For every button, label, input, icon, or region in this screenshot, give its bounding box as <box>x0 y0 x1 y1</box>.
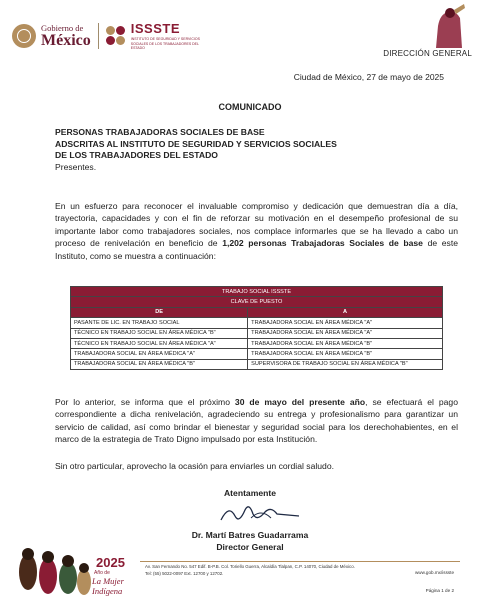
addressee-line4: Presentes. <box>55 161 97 172</box>
paragraph-payment <box>55 396 458 446</box>
table-cell-a: SUPERVISORA DE TRABAJO SOCIAL EN ÁREA MÉDICA "B" <box>248 359 443 369</box>
signer-name: Dr. Martí Batres Guadarrama <box>191 530 309 540</box>
paragraph-payment-text-b: , se efectuará el pago correspondiente a dicha renivelación, agradeciendo su entrega y profesionalismo para garantizar un servicio de calidad, así como brindar el bienestar y seguridad social para los derechohabientes, en el marco de la estrategia de Trato Digno impulsado por esta Institución. <box>55 397 458 445</box>
position-table <box>70 286 443 370</box>
footer-website: www.gob.mx/issste <box>414 570 454 575</box>
footer-year-sub: Año de <box>94 570 110 576</box>
paragraph-payment-text-a: Por lo anterior, se informa que el próximo <box>55 397 235 407</box>
footer-address <box>145 563 355 577</box>
table-row <box>71 338 443 348</box>
addressee-line1: PERSONAS TRABAJADORAS SOCIALES DE BASE <box>55 127 265 137</box>
footer-mujer-line2: Indígena <box>92 586 123 596</box>
document-date: Ciudad de México, 27 de mayo de 2025 <box>293 72 444 82</box>
table-cell-de: TRABAJADORA SOCIAL EN ÁREA MÉDICA "A" <box>71 349 248 359</box>
paragraph-payment-bold: 30 de mayo del presente año <box>234 397 366 407</box>
footer-year: 2025 <box>96 555 125 570</box>
document-title: COMUNICADO <box>218 102 282 112</box>
table-cell-a: TRABAJADORA SOCIAL EN ÁREA MÉDICA "A" <box>248 328 443 338</box>
footer-mujer-line1: La Mujer <box>92 576 124 586</box>
addressee-line2: ADSCRITAS AL INSTITUTO DE SEGURIDAD Y SERVICIOS SOCIALES <box>55 138 337 149</box>
table-cell-de: TRABAJADORA SOCIAL EN ÁREA MÉDICA "B" <box>71 359 248 369</box>
paragraph-intro-text-a: En un esfuerzo para reconocer el invaluable compromiso y dedicación que demuestran día a día, trayectoria, capacidades y con el fin de reforzar su motivación en el desempeño profesional de su importante labor como trabajadores sociales, nos complace informarles que se ha llevado a cabo un proceso de renivelación en beneficio de <box>55 201 458 249</box>
table-title: TRABAJO SOCIAL ISSSTE <box>71 287 443 297</box>
issste-mark-icon <box>106 26 126 46</box>
table-row <box>71 349 443 359</box>
table-subtitle: CLAVE DE PUESTO <box>71 297 443 307</box>
gobierno-line2: México <box>41 31 91 49</box>
header-logos <box>12 22 201 51</box>
signer-title: Director General <box>216 542 284 552</box>
footer-address-line2: Tel: (55) 5022-0097 Ext. 12700 y 12702. <box>145 571 224 576</box>
footer-address-line1: Av. San Fernando No. 547 Edif. B-P.B. Col. Toriello Guerra, Alcaldía Tlalpan, C.P. 14070, Ciudad de México. <box>145 564 355 569</box>
department-label: DIRECCIÓN GENERAL <box>383 49 472 58</box>
table-row <box>71 328 443 338</box>
gobierno-logo <box>41 24 91 49</box>
paragraph-intro-bold: 1,202 personas Trabajadoras Sociales de base <box>222 238 423 249</box>
issste-logo <box>131 22 201 51</box>
issste-name: ISSSTE <box>130 21 180 36</box>
logo-divider <box>98 23 99 49</box>
table-header-a: A <box>248 307 443 317</box>
closing-word: Atentamente <box>223 488 277 498</box>
table-cell-a: TRABAJADORA SOCIAL EN ÁREA MÉDICA "B" <box>248 349 443 359</box>
table-cell-a: TRABAJADORA SOCIAL EN ÁREA MÉDICA "A" <box>248 318 443 328</box>
table-row <box>71 318 443 328</box>
table-cell-de: TÉCNICO EN TRABAJO SOCIAL EN ÁREA MÉDICA "A" <box>71 338 248 348</box>
addressee-block <box>55 127 337 173</box>
gobierno-line1: Gobierno de <box>41 23 84 34</box>
footer-divider <box>140 561 460 562</box>
table-cell-a: TRABAJADORA SOCIAL EN ÁREA MÉDICA "B" <box>248 338 443 348</box>
paragraph-intro-text-b: de este Instituto, como se muestra a continuación: <box>55 238 458 261</box>
table-cell-de: TÉCNICO EN TRABAJO SOCIAL EN ÁREA MÉDICA "B" <box>71 328 248 338</box>
table-cell-de: PASANTE DE LIC. EN TRABAJO SOCIAL <box>71 318 248 328</box>
national-seal-icon <box>12 24 36 48</box>
issste-subtitle: INSTITUTO DE SEGURIDAD Y SERVICIOS SOCIALES DE LOS TRABAJADORES DEL ESTADO <box>130 37 200 51</box>
addressee-line3: DE LOS TRABAJADORES DEL ESTADO <box>55 150 218 161</box>
signature-icon <box>215 498 305 526</box>
footer-page-number: Página 1 de 2 <box>425 588 454 593</box>
paragraph-intro <box>55 200 458 262</box>
paragraph-closing: Sin otro particular, aprovecho la ocasión para enviarles un cordial saludo. <box>55 461 334 471</box>
woman-emblem-icon <box>432 4 466 48</box>
table-row <box>71 359 443 369</box>
table-header-de: DE <box>71 307 248 317</box>
